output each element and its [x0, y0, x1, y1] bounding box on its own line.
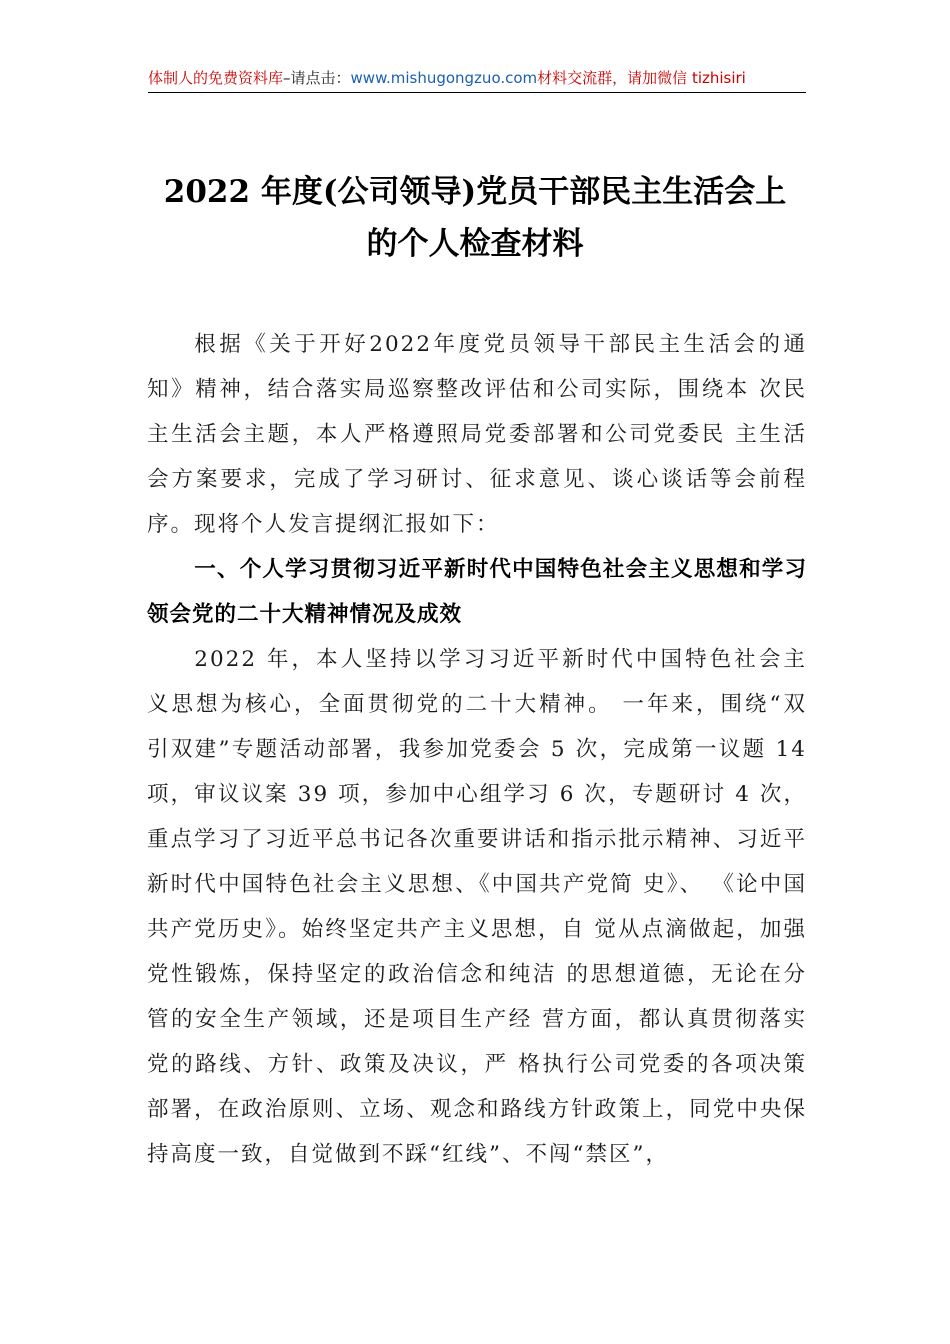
page-header	[148, 68, 808, 88]
section-1-paragraph: 2022 年，本人坚持以学习习近平新时代中国特色社会主 义思想为核心，全面贯彻党的二十大精神。 一年来，围绕“双 引双建”专题活动部署，我参加党委会 5 次，完成第一议题 14 项，审议议案 39 项，参加中心组学习 6 次，专题研讨 4 次，重点学习了习近平总书记各次重要讲话和指示批示精神、习近平新时代中国特色社会主义思想、《中国共产党简 史》、 《论中国共产党历史》。始终坚定共产主义思想，自 觉从点滴做起，加强党性锻炼，保持坚定的政治信念和纯洁 的思想道德，无论在分管的安全生产领域，还是项目生产经 营方面，都认真贯彻落实党的路线、方针、政策及决议，严 格执行公司党委的各项决策部署，在政治原则、立场、观念和路线方针政策上，同党中央保持高度一致，自觉做到不踩“红线”、不闯“禁区”，	[147, 647, 807, 1167]
document-title	[100, 166, 850, 270]
title-line-1: 2022 年度(公司领导)党员干部民主生活会上	[163, 174, 787, 210]
section-1-heading: 一、个人学习贯彻习近平新时代中国特色社会主义思想和学习领会党的二十大精神情况及成效	[147, 557, 807, 627]
intro-paragraph: 根据《关于开好2022年度党员领导干部民主生活会的通知》精神，结合落实局巡察整改评估和公司实际，围绕本 次民主生活会主题，本人严格遵照局党委部署和公司党委民 主生活会方案要求，完成了学习研讨、征求意见、谈心谈话等会前程序。现将个人发言提纲汇报如下：	[147, 332, 807, 537]
header-url-link[interactable]: www.mishugongzuo.com	[350, 69, 538, 87]
header-separator: –请点击：	[283, 69, 351, 87]
document-body	[147, 322, 807, 1177]
header-divider	[148, 92, 806, 93]
header-note: 材料交流群，请加微信 tizhisiri	[537, 69, 746, 87]
header-brand: 体制人的免费资料库	[148, 69, 284, 87]
title-line-2: 的个人检查材料	[366, 226, 584, 262]
